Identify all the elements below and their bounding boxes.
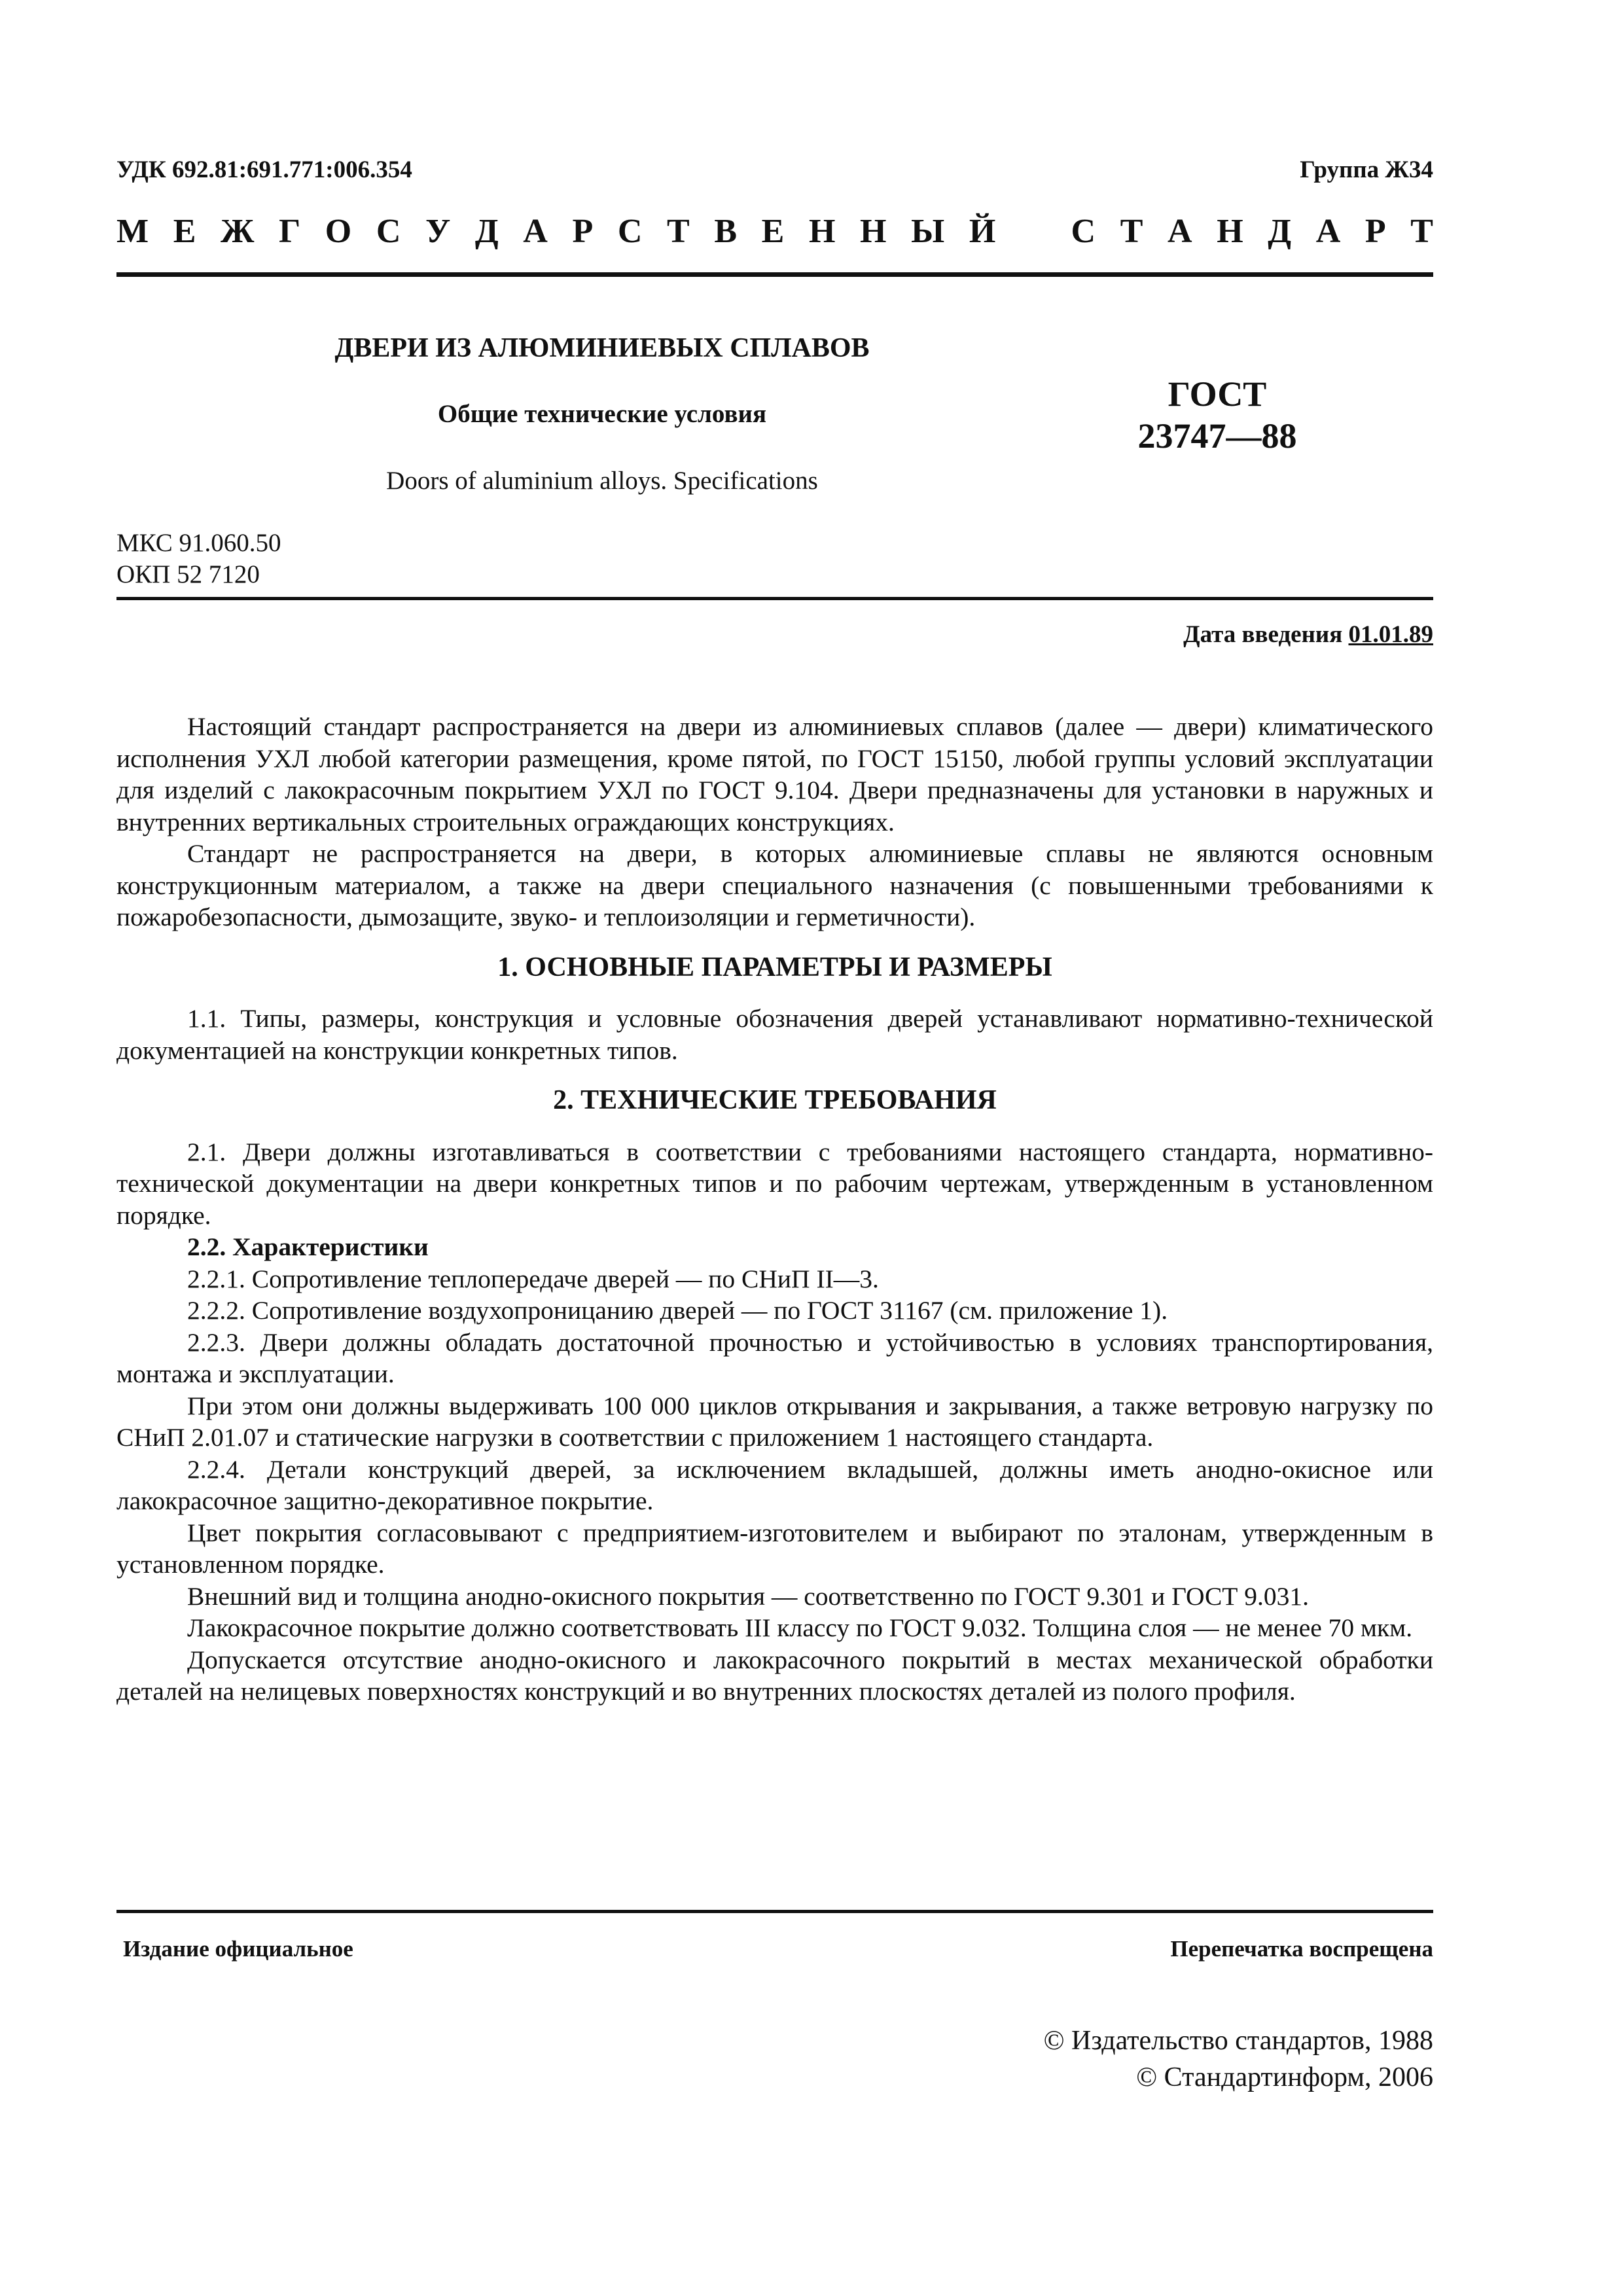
paragraph: Цвет покрытия согласовывают с предприятием-изготовителем и выбирают по эталонам, утвержденным в установленном порядке. bbox=[116, 1518, 1433, 1579]
gost-number: 23747—88 bbox=[1137, 416, 1297, 456]
paragraph: 2.2.3. Двери должны обладать достаточной прочностью и устойчивостью в условиях транспортирования, монтажа и эксплуатации. bbox=[116, 1327, 1433, 1388]
subsection-heading: 2.2. Характеристики bbox=[187, 1232, 429, 1261]
banner-letter: С bbox=[617, 213, 643, 250]
banner-letter: А bbox=[1315, 213, 1341, 250]
banner-letter: Р bbox=[1364, 213, 1386, 250]
banner-letter: Ы bbox=[911, 213, 945, 250]
banner-letter: Д bbox=[1268, 213, 1292, 250]
document-title: ДВЕРИ ИЗ АЛЮМИНИЕВЫХ СПЛАВОВ bbox=[334, 333, 870, 363]
paragraph: 2.1. Двери должны изготавливаться в соответствии с требованиями настоящего стандарта, нормативно-технической документации на двери конкретных типов и по рабочим чертежам, утвержденным в установленном порядке. bbox=[116, 1137, 1433, 1230]
banner-word-gap bbox=[1020, 212, 1046, 251]
paragraph: 1.1. Типы, размеры, конструкция и условные обозначения дверей устанавливают нормативно-технической документацией на конструкции конкретных типов. bbox=[116, 1004, 1433, 1065]
banner-letter: Ж bbox=[221, 213, 255, 250]
banner-letter: Т bbox=[1120, 213, 1143, 250]
introduction-date-label: Дата введения bbox=[1183, 621, 1343, 648]
group-code: Группа Ж34 bbox=[1300, 156, 1433, 183]
banner-letter: А bbox=[1168, 213, 1192, 250]
paragraph: Стандарт не распространяется на двери, в которых алюминиевые сплавы не являются основным конструкционным материалом, а также на двери специального назначения (с повышенными требованиями к пожаробезопасности, дымозащите, звуко- и теплоизоляции и герметичности). bbox=[116, 839, 1433, 931]
paragraph: 2.2.4. Детали конструкций дверей, за исключением вкладышей, должны иметь анодно-окисное или лакокрасочное защитно-декоративное покрытие. bbox=[116, 1454, 1433, 1515]
reprint-prohibited-note: Перепечатка воспрещена bbox=[1170, 1936, 1433, 1962]
copyright-line: © Издательство стандартов, 1988 bbox=[1043, 2026, 1433, 2056]
official-edition-note: Издание официальное bbox=[123, 1936, 353, 1962]
paragraph: Внешний вид и толщина анодно-окисного покрытия — соответственно по ГОСТ 9.301 и ГОСТ 9.031. bbox=[187, 1581, 1310, 1611]
paragraph: Настоящий стандарт распространяется на двери из алюминиевых сплавов (далее — двери) климатического исполнения УХЛ любой категории размещения, кроме пятой, по ГОСТ 15150, любой группы условий эксплуатации для изделий с лакокрасочным покрытием УХЛ по ГОСТ 9.104. Двери предназначены для установки в наружных и внутренних вертикальных строительных ограждающих конструкциях. bbox=[116, 712, 1433, 836]
document-title-english: Doors of aluminium alloys. Specifications bbox=[386, 467, 818, 495]
banner-letter: У bbox=[425, 213, 451, 250]
banner-letter: С bbox=[1071, 213, 1096, 250]
banner-letter: Й bbox=[969, 213, 996, 250]
banner-letter: Г bbox=[279, 213, 301, 250]
introduction-date-value: 01.01.89 bbox=[1348, 621, 1433, 648]
paragraph: При этом они должны выдерживать 100 000 циклов открывания и закрывания, а также ветровую нагрузку по СНиП 2.01.07 и статические нагрузки в соответствии с приложением 1 настоящего стандарта. bbox=[116, 1391, 1433, 1452]
banner-letter: А bbox=[523, 213, 548, 250]
banner-letter: С bbox=[376, 213, 401, 250]
banner-letter: В bbox=[714, 213, 738, 250]
paragraph: 2.2.2. Сопротивление воздухопроницанию дверей — по ГОСТ 31167 (см. приложение 1). bbox=[187, 1296, 1168, 1325]
banner-letter: Е bbox=[173, 213, 196, 250]
interstate-standard-banner bbox=[116, 212, 1433, 251]
banner-letter: М bbox=[116, 213, 149, 250]
banner-letter: Е bbox=[761, 213, 785, 250]
gost-designation bbox=[1086, 373, 1348, 457]
paragraph: Лакокрасочное покрытие должно соответствовать III классу по ГОСТ 9.032. Толщина слоя — не менее 70 мкм. bbox=[187, 1613, 1413, 1642]
banner-letter: Т bbox=[1410, 213, 1433, 250]
banner-letter: Т bbox=[667, 213, 690, 250]
section-heading: 1. ОСНОВНЫЕ ПАРАМЕТРЫ И РАЗМЕРЫ bbox=[497, 952, 1052, 982]
paragraph: Допускается отсутствие анодно-окисного и лакокрасочного покрытий в местах механической обработки деталей на нелицевых поверхностях конструкций и во внутренних плоскостях деталей из полого профиля. bbox=[116, 1645, 1433, 1706]
footer-divider bbox=[116, 1910, 1433, 1913]
classification-codes bbox=[116, 528, 281, 590]
banner-letter: Д bbox=[474, 213, 499, 250]
banner-letter: О bbox=[325, 213, 352, 250]
gost-label: ГОСТ bbox=[1168, 374, 1267, 414]
udk-code: УДК 692.81:691.771:006.354 bbox=[116, 156, 412, 183]
paragraph: 2.2.1. Сопротивление теплопередаче дверей — по СНиП II—3. bbox=[187, 1264, 879, 1293]
section-heading: 2. ТЕХНИЧЕСКИЕ ТРЕБОВАНИЯ bbox=[553, 1085, 997, 1115]
banner-letter: Н bbox=[1217, 213, 1243, 250]
codes-divider bbox=[116, 597, 1433, 600]
okp-code: ОКП 52 7120 bbox=[116, 560, 260, 588]
header-divider bbox=[116, 272, 1433, 277]
mks-code: МКС 91.060.50 bbox=[116, 529, 281, 557]
copyright-line: © Стандартинформ, 2006 bbox=[1136, 2062, 1433, 2092]
banner-letter: Н bbox=[860, 213, 887, 250]
banner-letter: Н bbox=[808, 213, 836, 250]
document-subtitle: Общие технические условия bbox=[437, 400, 767, 428]
copyright-block bbox=[1044, 2022, 1433, 2096]
document-body bbox=[116, 711, 1433, 1708]
introduction-date bbox=[1183, 620, 1433, 649]
banner-letter: Р bbox=[572, 213, 594, 250]
